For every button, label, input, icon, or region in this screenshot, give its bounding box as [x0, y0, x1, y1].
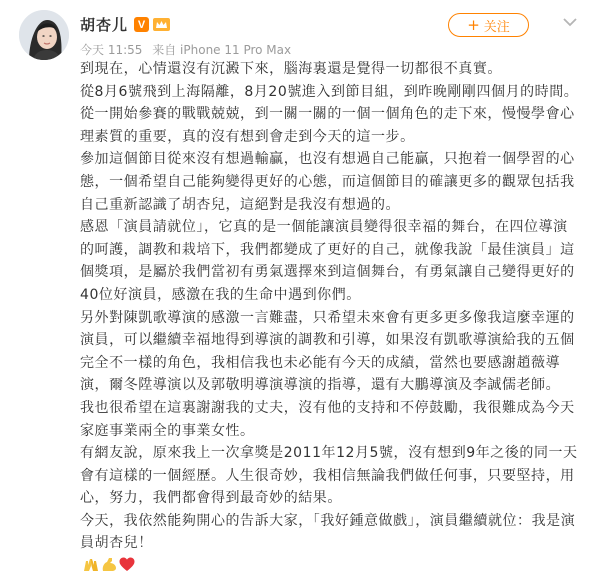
emoji-line: [80, 555, 580, 578]
avatar[interactable]: [19, 10, 69, 60]
post-time[interactable]: 今天 11:55: [80, 43, 143, 57]
avatar-portrait: [19, 10, 69, 60]
post-paragraph-1: 到現在，心情還沒有沉澱下來，腦海裏還是覺得一切都很不真實。: [80, 61, 502, 77]
author-name[interactable]: 胡杏儿: [80, 16, 129, 34]
flexed-biceps-emoji: [100, 555, 118, 573]
red-heart-emoji: [118, 555, 136, 573]
post-paragraph-4: 感恩「演員請就位」，它真的是一個能讓演員變得很幸福的舞台，在四位導演的呵護，調教和栽培下，我們都變成了更好的自己，就像我說「最佳演員」這個獎項，是屬於我們當初有勇氣選擇來到這個舞台，有勇氣讓自己變得更好的40位好演員，感激在我的生命中遇到你們。: [80, 219, 575, 303]
post-paragraph-2: 從8月6號飛到上海隔離，8月20號進入到節目組，到昨晚剛剛四個月的時間。從一開始參賽的戰戰兢兢，到一關一關的一個一個角色的走下來，慢慢學會心理素質的重要，真的沒有想到會走到今天的這一步。: [80, 83, 579, 145]
post-paragraph-3: 參加這個節目從來沒有想過輸贏，也沒有想過自己能贏，只抱着一個學習的心態，一個希望自己能夠變得更好的心態，而這個節目的確讓更多的觀眾包括我自己重新認識了胡杏兒，這絕對是我沒有想過的。: [80, 151, 575, 213]
follow-button[interactable]: [448, 13, 529, 37]
post-meta: [80, 41, 297, 58]
follow-label: 关注: [483, 19, 510, 35]
author-row: [80, 14, 170, 35]
post-paragraph-5: 另外對陳凱歌導演的感激一言難盡，只希望未來會有更多更多像我這麼幸運的演員，可以繼續幸福地得到導演的調教和引導，如果沒有凱歌導演給我的五個完全不一樣的角色，我相信我也未必能有今天的成績，當然也要感謝趙薇導演，爾冬陞導演以及郭敬明導演導演的指導，還有大鵬導演及李誠儒老師。: [80, 309, 575, 394]
post-source: 来自 iPhone 11 Pro Max: [152, 43, 292, 57]
post-paragraph-7: 有網友說，原來我上一次拿獎是2011年12月5號，沒有想到9年之後的同一天會有這樣的一個經歷。人生很奇妙，我相信無論我們做任何事，只要堅持，用心，努力，我們都會得到最奇妙的結果。: [80, 445, 578, 507]
verified-badge-icon: V: [134, 17, 149, 32]
plus-icon: +: [467, 15, 480, 34]
emoji-row: [82, 555, 136, 573]
hands-up-emoji: [82, 555, 100, 573]
chevron-down-icon[interactable]: [562, 16, 578, 28]
post-paragraph-8: [80, 510, 580, 555]
post-paragraph-6: 我也很希望在這裏謝謝我的丈夫，沒有他的支持和不停鼓勵，我很難成為今天家庭事業兩全的事業女性。: [80, 399, 575, 439]
club-badge-icon: [153, 18, 170, 31]
post-body: [80, 58, 580, 578]
post-paragraph-8-text: 今天，我依然能夠開心的告訴大家，「我好鍾意做戲」，演員繼續就位：我是演員胡杏兒！: [80, 512, 576, 552]
